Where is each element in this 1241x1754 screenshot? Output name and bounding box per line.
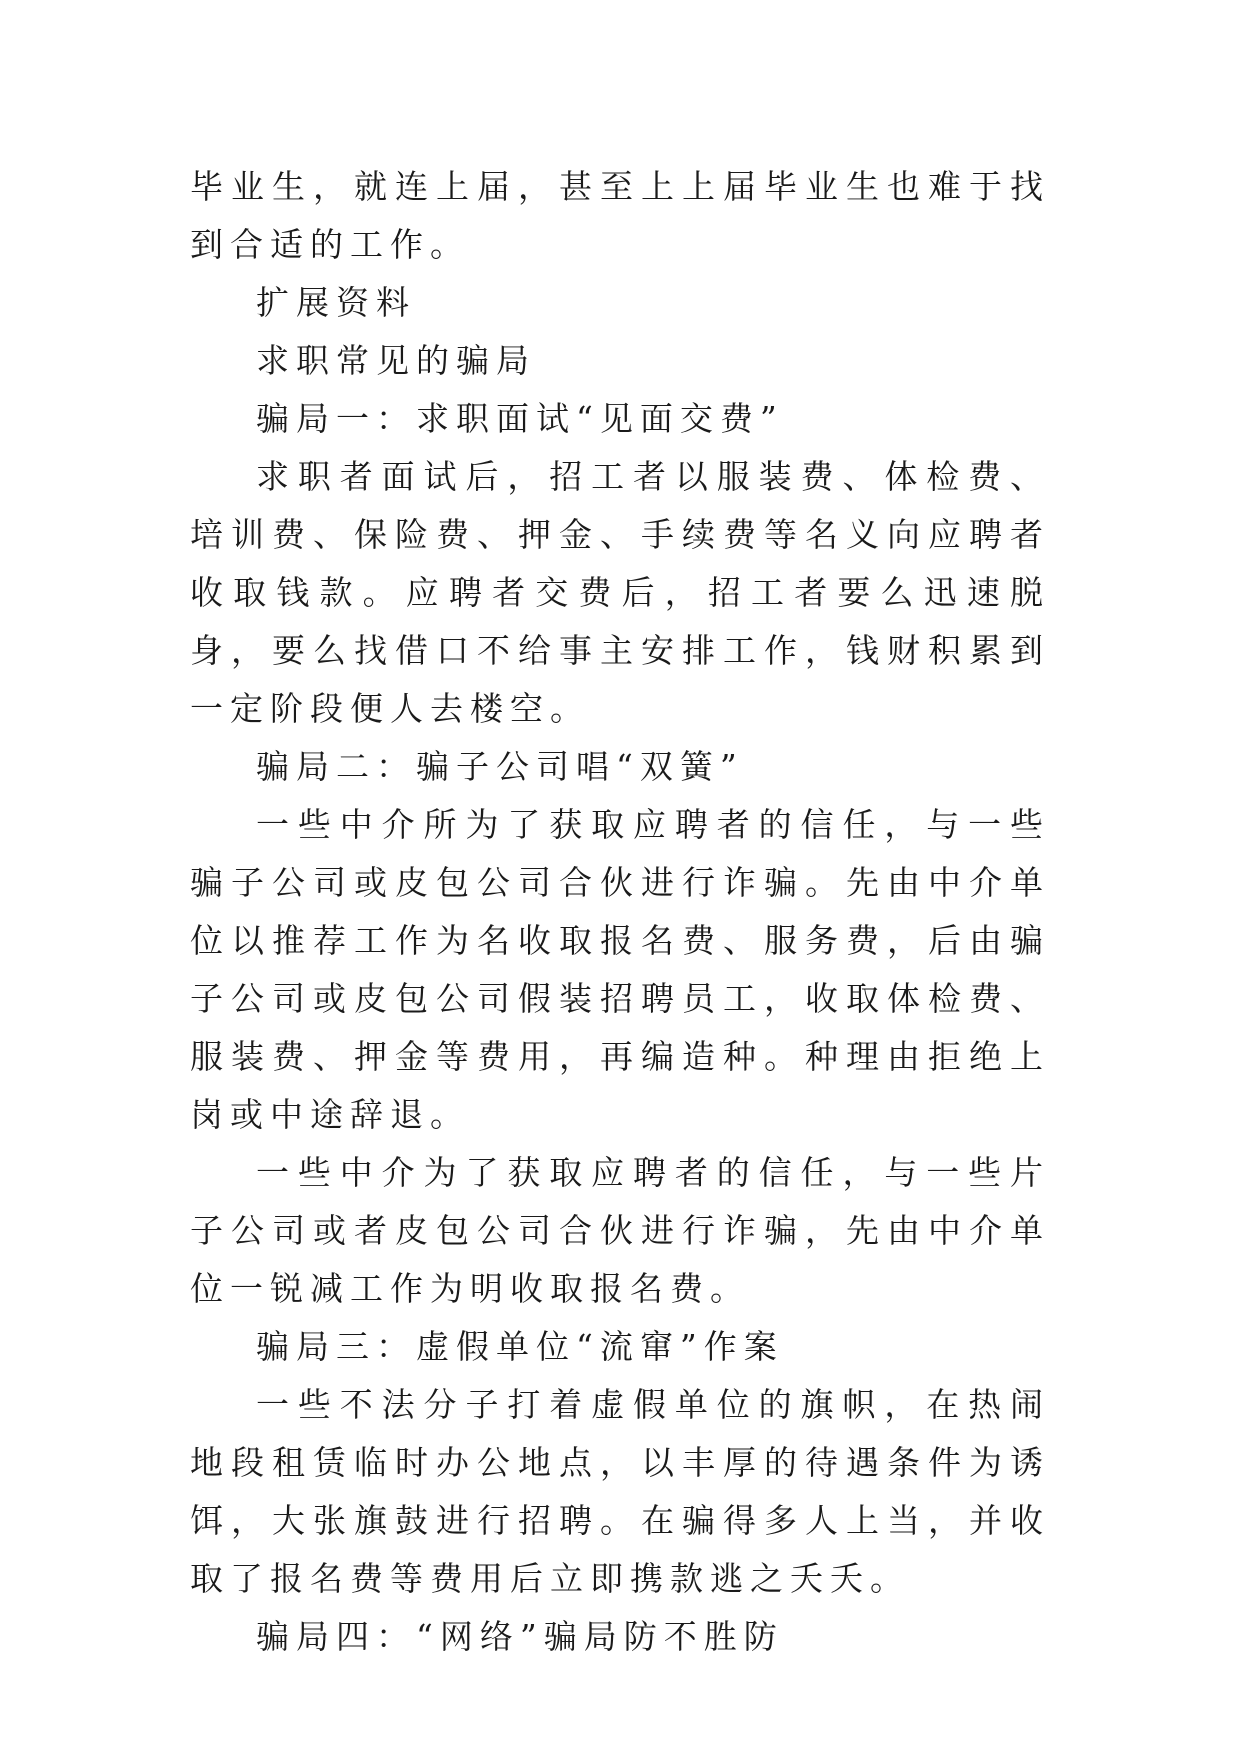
- heading-common-scams: 求职常见的骗局: [256, 341, 536, 380]
- paragraph-scam-two-b: 一些中介为了获取应聘者的信任，与一些片子公司或者皮包公司合伙进行诈骗，先由中介单位一锐减工作为明收取报名费。: [190, 1153, 1050, 1308]
- paragraph-continuation: 毕业生，就连上届，甚至上上届毕业生也难于找到合适的工作。: [190, 167, 1050, 264]
- document-page: [190, 158, 1050, 1666]
- paragraph-scam-one: 求职者面试后，招工者以服装费、体检费、培训费、保险费、押金、手续费等名义向应聘者收取钱款。应聘者交费后，招工者要么迅速脱身，要么找借口不给事主安排工作，钱财积累到一定阶段便人去楼空。: [190, 457, 1050, 728]
- heading-scam-two: 骗局二：骗子公司唱“双簧”: [256, 747, 744, 786]
- paragraph-scam-three: 一些不法分子打着虚假单位的旗帜，在热闹地段租赁临时办公地点，以丰厚的待遇条件为诱饵，大张旗鼓进行招聘。在骗得多人上当，并收取了报名费等费用后立即携款逃之夭夭。: [190, 1385, 1050, 1598]
- heading-scam-three: 骗局三：虚假单位“流窜”作案: [256, 1327, 784, 1366]
- heading-extended-info: 扩展资料: [256, 283, 416, 322]
- heading-scam-one: 骗局一：求职面试“见面交费”: [256, 399, 784, 438]
- paragraph-scam-two-a: 一些中介所为了获取应聘者的信任，与一些骗子公司或皮包公司合伙进行诈骗。先由中介单位以推荐工作为名收取报名费、服务费，后由骗子公司或皮包公司假装招聘员工，收取体检费、服装费、押金等费用，再编造种。种理由拒绝上岗或中途辞退。: [190, 805, 1050, 1134]
- heading-scam-four: 骗局四：“网络”骗局防不胜防: [256, 1617, 784, 1656]
